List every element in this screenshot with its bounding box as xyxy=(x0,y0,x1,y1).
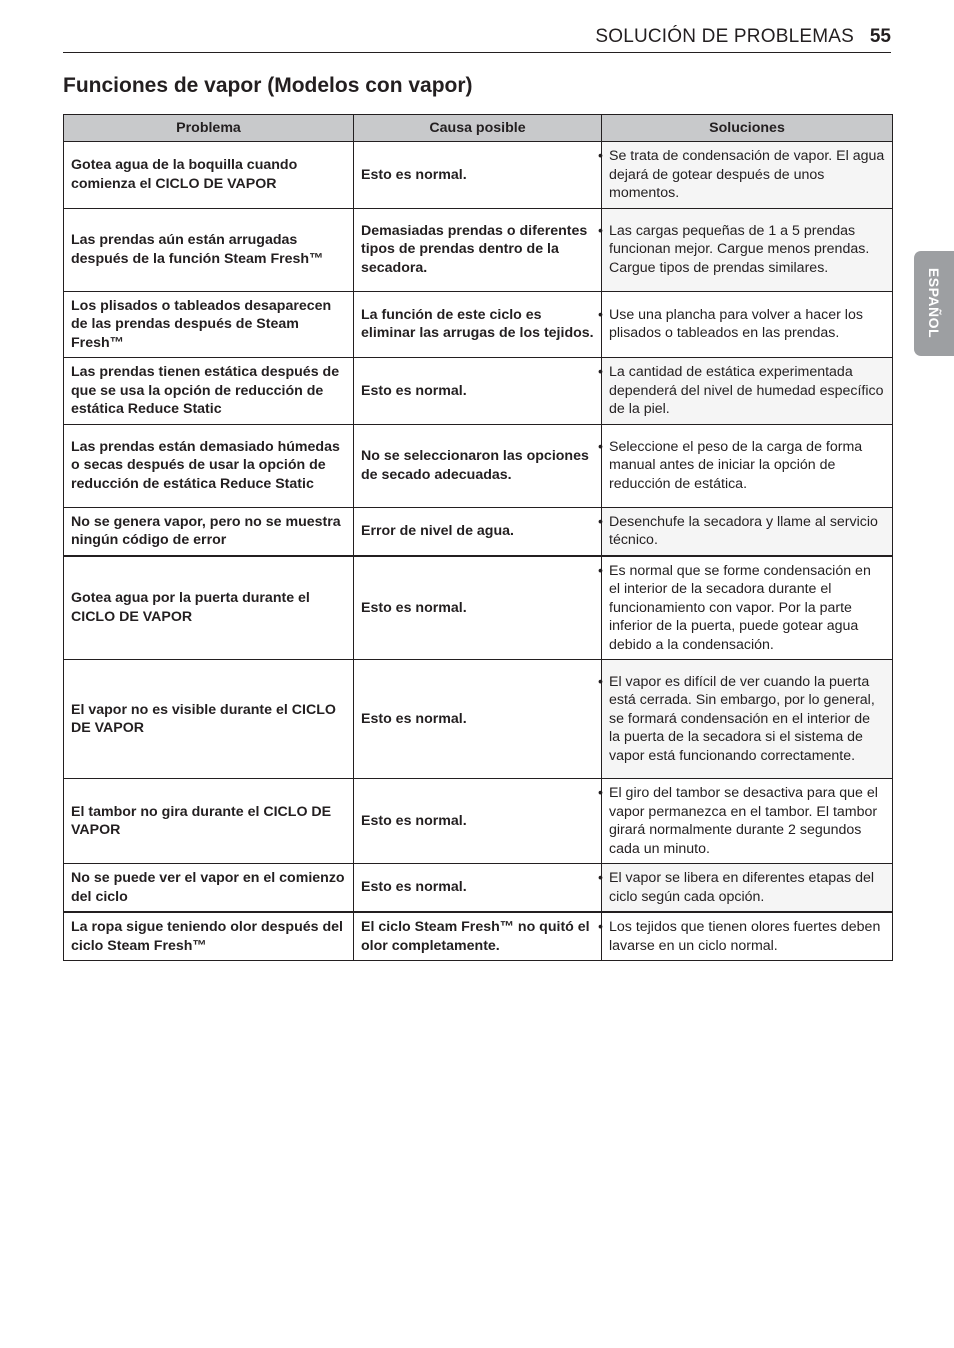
table-row xyxy=(64,142,893,209)
table-row xyxy=(64,424,893,507)
solution-cell xyxy=(602,507,893,556)
cause-cell: Error de nivel de agua. xyxy=(354,507,602,556)
column-header-cause: Causa posible xyxy=(354,115,602,142)
page-header xyxy=(63,24,891,53)
column-header-solutions: Soluciones xyxy=(602,115,893,142)
solution-cell xyxy=(602,208,893,291)
solution-text: • La cantidad de estática experimentada dependerá del nivel de humedad específico de la piel. xyxy=(609,363,885,419)
solution-text: • Desenchufe la secadora y llame al servicio técnico. xyxy=(609,513,885,550)
table-row xyxy=(64,660,893,779)
problem-cell: Las prendas aún están arrugadas después de la función Steam Fresh™ xyxy=(64,208,354,291)
problem-cell: El vapor no es visible durante el CICLO DE VAPOR xyxy=(64,660,354,779)
table-header-row xyxy=(64,115,893,142)
cause-cell: No se seleccionaron las opciones de secado adecuadas. xyxy=(354,424,602,507)
cause-cell: Esto es normal. xyxy=(354,142,602,209)
solution-text: • Se trata de condensación de vapor. El agua dejará de gotear después de unos momentos. xyxy=(609,147,885,203)
section-title: Funciones de vapor (Modelos con vapor) xyxy=(63,74,473,97)
solution-text: • Es normal que se forme condensación en el interior de la secadora durante el funcionamiento con vapor. Por la parte inferior de la puerta, puede gotear agua debido a la condensación. xyxy=(609,562,885,655)
solution-cell xyxy=(602,556,893,660)
cause-cell: Esto es normal. xyxy=(354,556,602,660)
problem-cell: Gotea agua de la boquilla cuando comienza el CICLO DE VAPOR xyxy=(64,142,354,209)
column-header-problem: Problema xyxy=(64,115,354,142)
table-row xyxy=(64,864,893,913)
solution-cell xyxy=(602,779,893,864)
solution-text: • Seleccione el peso de la carga de forma manual antes de iniciar la opción de reducción de estática. xyxy=(609,438,885,494)
language-side-tab-label: ESPAÑOL xyxy=(926,267,942,339)
language-side-tab xyxy=(914,251,954,356)
problem-cell: No se puede ver el vapor en el comienzo del ciclo xyxy=(64,864,354,913)
solution-text: • El vapor es difícil de ver cuando la puerta está cerrada. Sin embargo, por lo general, se formará condensación en el interior de la puerta de la secadora si el sistema de vapor está funcionando correctamente. xyxy=(609,673,885,766)
table-row xyxy=(64,556,893,660)
solution-text: • Las cargas pequeñas de 1 a 5 prendas funcionan mejor. Cargue menos prendas. Cargue tipos de prendas similares. xyxy=(609,222,885,278)
problem-cell: Los plisados o tableados desaparecen de las prendas después de Steam Fresh™ xyxy=(64,291,354,358)
solution-text: • El giro del tambor se desactiva para que el vapor permanezca en el tambor. El tambor girará normalmente durante 2 segundos cada un minuto. xyxy=(609,784,885,858)
problem-cell: Las prendas están demasiado húmedas o secas después de usar la opción de reducción de estática Reduce Static xyxy=(64,424,354,507)
solution-cell xyxy=(602,912,893,961)
table-row xyxy=(64,912,893,961)
solution-cell xyxy=(602,291,893,358)
problem-cell: No se genera vapor, pero no se muestra ningún código de error xyxy=(64,507,354,556)
page-number: 55 xyxy=(869,26,891,47)
table-row xyxy=(64,507,893,556)
header-section-title: SOLUCIÓN DE PROBLEMAS xyxy=(595,26,854,47)
problem-cell: La ropa sigue teniendo olor después del ciclo Steam Fresh™ xyxy=(64,912,354,961)
cause-cell: Esto es normal. xyxy=(354,779,602,864)
cause-cell: Esto es normal. xyxy=(354,864,602,913)
cause-cell: La función de este ciclo es eliminar las arrugas de los tejidos. xyxy=(354,291,602,358)
solution-cell xyxy=(602,358,893,425)
solution-cell xyxy=(602,142,893,209)
solution-text: • Los tejidos que tienen olores fuertes deben lavarse en un ciclo normal. xyxy=(609,918,885,955)
cause-cell: El ciclo Steam Fresh™ no quitó el olor completamente. xyxy=(354,912,602,961)
table-row xyxy=(64,779,893,864)
table-row xyxy=(64,291,893,358)
cause-cell: Demasiadas prendas o diferentes tipos de prendas dentro de la secadora. xyxy=(354,208,602,291)
problem-cell: El tambor no gira durante el CICLO DE VAPOR xyxy=(64,779,354,864)
solution-cell xyxy=(602,660,893,779)
table-row xyxy=(64,358,893,425)
troubleshooting-table xyxy=(63,114,893,961)
solution-cell xyxy=(602,864,893,913)
cause-cell: Esto es normal. xyxy=(354,358,602,425)
solution-text: • El vapor se libera en diferentes etapas del ciclo según cada opción. xyxy=(609,869,885,906)
cause-cell: Esto es normal. xyxy=(354,660,602,779)
table-row xyxy=(64,208,893,291)
problem-cell: Gotea agua por la puerta durante el CICLO DE VAPOR xyxy=(64,556,354,660)
solution-cell xyxy=(602,424,893,507)
solution-text: • Use una plancha para volver a hacer los plisados o tableados en las prendas. xyxy=(609,306,885,343)
problem-cell: Las prendas tienen estática después de que se usa la opción de reducción de estática Reduce Static xyxy=(64,358,354,425)
